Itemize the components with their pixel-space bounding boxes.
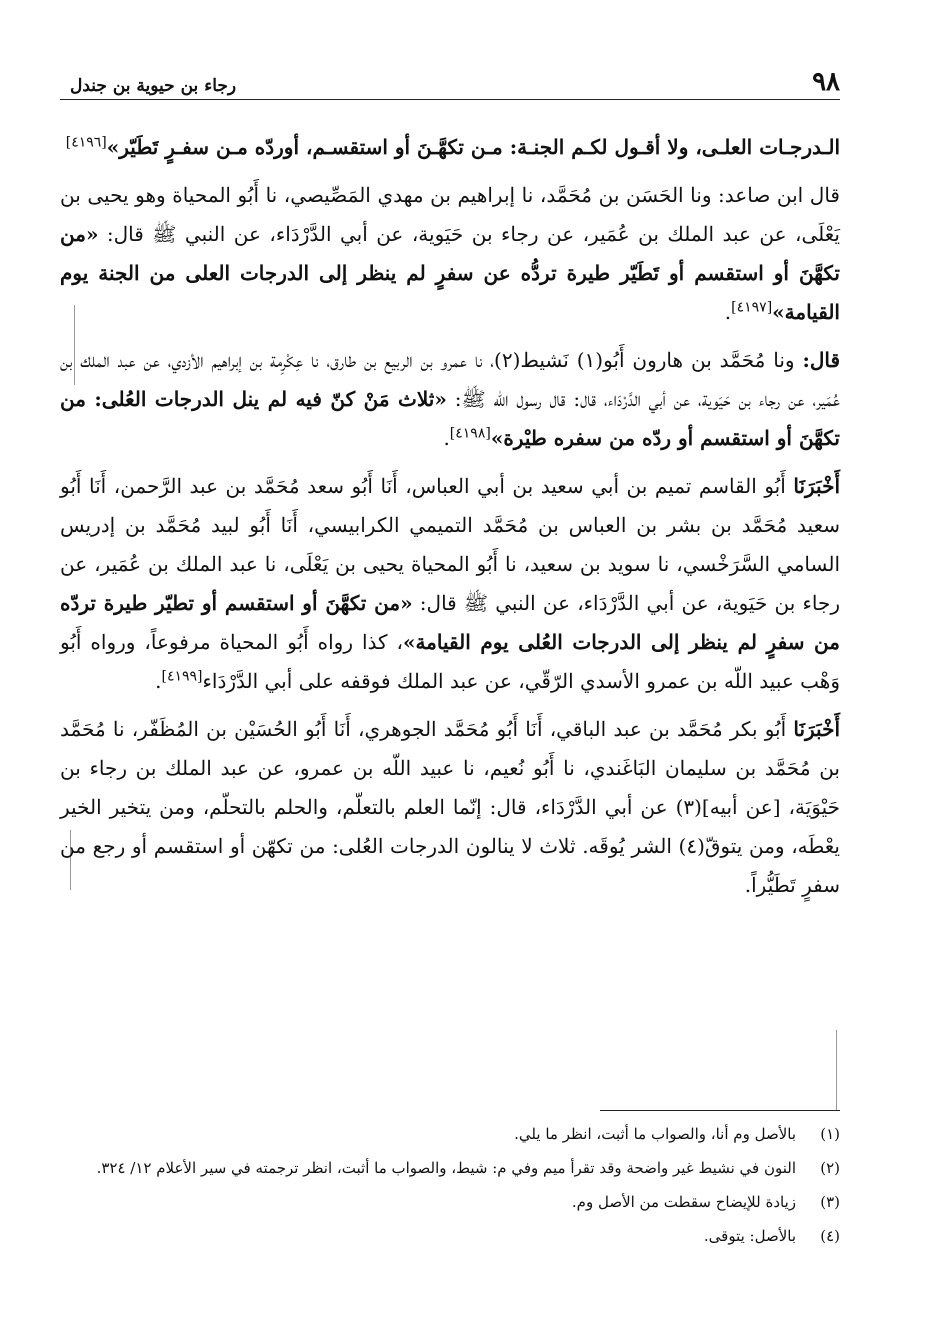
footnote-number: (٤) — [820, 1227, 840, 1245]
paragraph-lead: قال: — [802, 348, 841, 372]
page-header — [60, 58, 840, 100]
hadith-reference: [٤١٩٨] — [449, 425, 491, 442]
hadith-text: الـدرجـات العلـى، ولا أقـول لكـم الجنـة: مـن تكهَّـنَ أو استقسـم، أوردّه مـن سفـرٍ تَطَيّر» — [106, 135, 840, 159]
isnad-continuation: ، كذا رواه أَبُو المحياة مرفوعاً، ورواه أَبُو وَهْب عبيد اللّه بن عمرو الأسدي الرّقّي، عن عبد الملك فوقفه على أبي الدَّرْدَاء — [60, 630, 840, 693]
paragraph-tail: . — [443, 426, 450, 450]
paragraph-lead: أَخْبَرَنَا — [793, 717, 840, 741]
footnote-text: بالأصل: يتوقى. — [703, 1227, 796, 1245]
footnote-text: بالأصل وم أنا، والصواب ما أثبت، انظر ما يلي. — [514, 1125, 796, 1143]
isnad-text: أَبُو القاسم تميم بن أبي سعيد بن أبي العباس، أَنَا أَبُو سعد مُحَمَّد بن عبد الرَّحمن، أَنَا أَبُو سعيد مُحَمَّد بن بشر بن العباس بن مُحَمَّد التميمي الكرابيسي، أَنَا أَبُو لبيد مُحَمَّد بن إدريس السامي السَّرَخْسي، نا سويد بن سعيد، نا أَبُو المحياة يحيى بن يَعْلَى، نا عبد الملك بن عُمَير، عن رجاء بن حَيَوية، عن أبي الدَّرْدَاء، عن النبي ﷺ قال: — [60, 474, 841, 615]
footnote-text: زيادة للإيضاح سقطت من الأصل وم. — [571, 1193, 796, 1211]
paragraph — [60, 467, 840, 701]
paragraph-tail: . — [724, 300, 732, 324]
footnote — [60, 1222, 840, 1250]
paragraph — [60, 128, 840, 167]
margin-mark — [836, 1030, 837, 1110]
footnote — [60, 1154, 840, 1182]
footnote — [60, 1120, 840, 1148]
page-number: ٩٨ — [812, 67, 840, 97]
isnad-text: أَبُو بكر مُحَمَّد بن عبد الباقي، أَنَا أَبُو مُحَمَّد الجوهري، أَنَا أَبُو الحُسَيْن بن المُظَفّر، نا مُحَمَّد بن مُحَمَّد بن سليمان البَاغَندي، نا أَبُو نُعيم، نا عبيد اللّه بن عمرو، عن عبد الملك بن رجاء بن حَيْوَيَة، [عن أبيه](٣) عن أبي الدَّرْدَاء، قال: إنّما العلم بالتعلّم، والحلم بالتحلّم، ومن يتخير الخير يعْطَه، ومن يتوقّ(٤) الشر يُوقَه. ثلاث لا ينالون الدرجات العُلى: من تكهّن أو استقسم أو رجع من سفرٍ تَطَيُّراً. — [60, 717, 840, 897]
paragraph — [60, 341, 840, 458]
main-text — [60, 128, 840, 914]
footnote — [60, 1188, 840, 1216]
paragraph-tail: . — [155, 669, 162, 693]
paragraph — [60, 710, 840, 905]
footnote-text: النون في نشيط غير واضحة وقد تقرأ ميم وفي م: شيط، والصواب ما أثبت، انظر ترجمته في سير الأعلام ١٢/ ٣٢٤. — [96, 1159, 796, 1177]
paragraph — [60, 176, 840, 332]
footnote-number: (٢) — [820, 1159, 840, 1177]
paragraph-lead: أَخْبَرَنَا — [793, 474, 840, 498]
hadith-text: «ثلاث مَنْ كنّ فيه لم ينل الدرجات العُلى: من تكهَّنَ أو استقسم أو ردّه من سفره طيْرة» — [60, 387, 840, 450]
hadith-text: «من تكهَّنَ أو استقسم أو تطيّر طيرة تردّه من سفرٍ لم ينظر إلى الدرجات العُلى يوم القيامة» — [60, 591, 840, 654]
footnote-number: (١) — [820, 1125, 840, 1143]
isnad-text: قال ابن صاعد: ونا الحَسَن بن مُحَمَّد، نا إبراهيم بن مهدي المَصِّيصي، نا أَبُو المحياة وهو يحيى بن يَعْلَى، عن عبد الملك بن عُمَير، عن رجاء بن حَيَوية، عن أبي الدَّرْدَاء، عن النبي ﷺ قال: — [60, 183, 840, 246]
hadith-text: «من تكهَّنَ أو استقسم أو تَطَيّر طيرة تردُّه عن سفرٍ لم ينظر إلى الدرجات العلى من الجنة يوم القيامة» — [60, 222, 840, 324]
footnotes — [60, 1120, 840, 1256]
hadith-reference: [٤١٩٦] — [65, 134, 107, 151]
running-title: رجاء بن حيوية بن جندل — [70, 76, 237, 96]
hadith-reference: [٤١٩٧] — [731, 299, 773, 316]
hadith-reference: [٤١٩٩] — [161, 668, 203, 685]
footnote-number: (٣) — [820, 1193, 840, 1211]
isnad-text: ونا مُحَمَّد بن هارون أَبُو(١) نَشيط(٢)، نا عمرو بن الربيع بن طارق، نا عِكْرِمة بن إبراهيم الأزدي، عن عبد الملك بن عُمَير، عن رجاء بن حَيَوية، عن أبي الدَّرْدَاء، قال: قال رسول الله ﷺ: — [60, 348, 841, 411]
footnote-separator — [600, 1110, 840, 1111]
